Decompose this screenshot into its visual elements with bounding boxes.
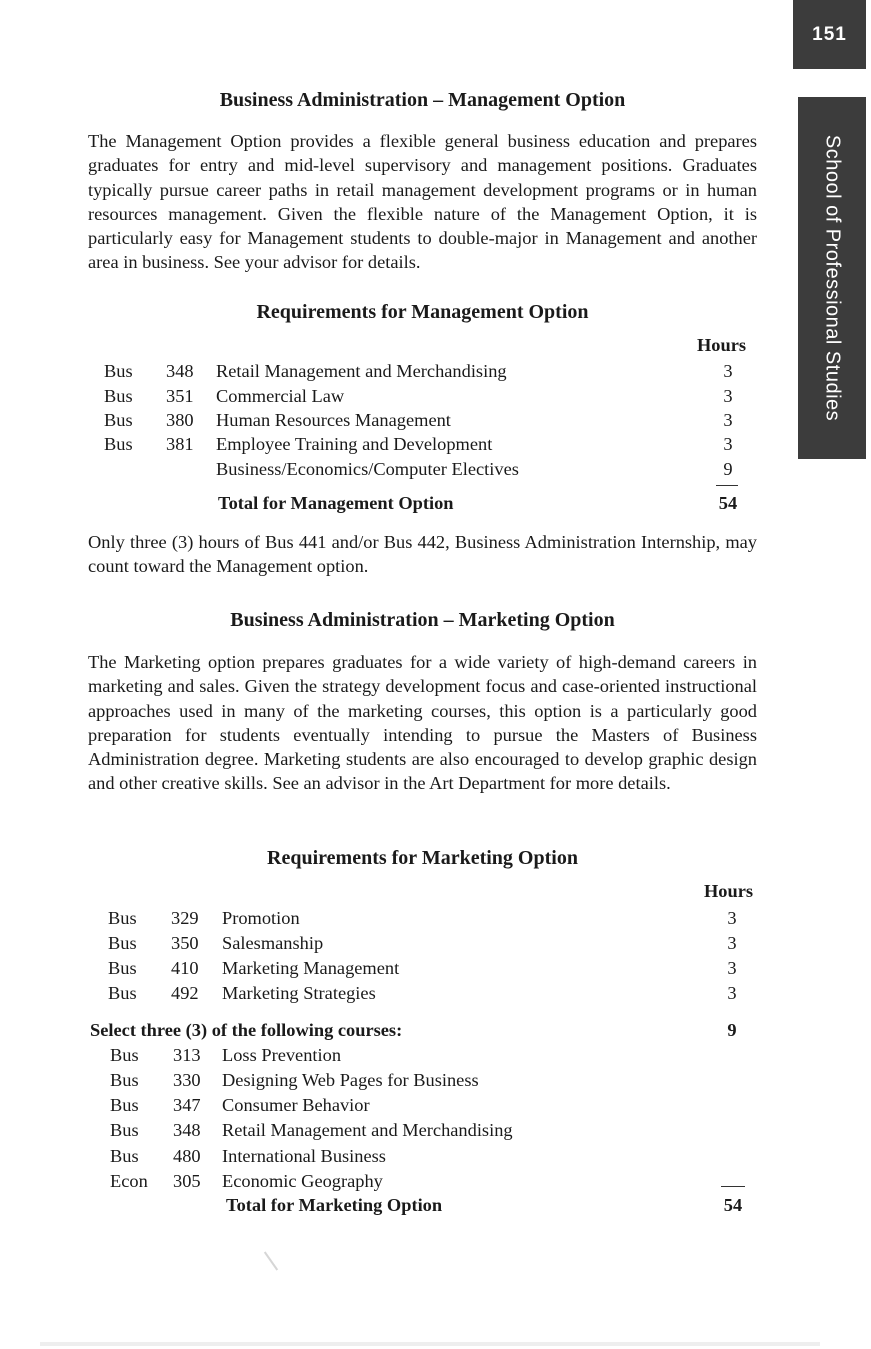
course-hours: 3 xyxy=(727,933,737,953)
table-row xyxy=(0,981,871,1006)
table-row xyxy=(0,931,871,956)
course-title: Retail Management and Merchandising xyxy=(222,1120,513,1140)
table-row xyxy=(0,384,871,409)
course-hours: 3 xyxy=(727,983,737,1003)
management-hours-header: Hours xyxy=(697,335,747,355)
course-dept: Bus xyxy=(110,1070,139,1090)
course-dept: Bus xyxy=(108,933,137,953)
page-number: 151 xyxy=(812,23,847,45)
course-hours: 3 xyxy=(723,434,733,454)
page-number-tab xyxy=(793,0,866,69)
table-row xyxy=(0,359,871,384)
course-number: 492 xyxy=(171,983,199,1003)
list-item xyxy=(0,1118,871,1143)
total-label: Total for Management Option xyxy=(218,493,454,513)
course-title: Business/Economics/Computer Electives xyxy=(216,459,519,479)
total-hours: 54 xyxy=(723,1195,743,1215)
course-number: 410 xyxy=(171,958,199,978)
course-dept: Bus xyxy=(110,1095,139,1115)
course-title: Consumer Behavior xyxy=(222,1095,370,1115)
total-label: Total for Marketing Option xyxy=(226,1195,443,1215)
select-courses-row xyxy=(0,1018,871,1043)
course-title: Salesmanship xyxy=(222,933,324,953)
scan-smudge xyxy=(264,1251,278,1270)
course-dept: Bus xyxy=(104,434,133,454)
course-number: 351 xyxy=(166,386,194,406)
course-title: Employee Training and Development xyxy=(216,434,493,454)
course-number: 380 xyxy=(166,410,194,430)
course-hours: 3 xyxy=(723,410,733,430)
course-dept: Bus xyxy=(104,361,133,381)
course-dept: Bus xyxy=(110,1146,139,1166)
list-item xyxy=(0,1043,871,1068)
course-number: 381 xyxy=(166,434,194,454)
list-item xyxy=(0,1068,871,1093)
course-number: 305 xyxy=(173,1171,201,1191)
course-dept: Bus xyxy=(104,410,133,430)
select-hours: 9 xyxy=(727,1020,737,1040)
scan-edge xyxy=(40,1342,820,1346)
course-number: 330 xyxy=(173,1070,201,1090)
course-number: 350 xyxy=(171,933,199,953)
total-hours: 54 xyxy=(718,493,738,513)
management-requirements-heading: Requirements for Management Option xyxy=(256,301,589,323)
course-number: 480 xyxy=(173,1146,201,1166)
course-title: Marketing Strategies xyxy=(222,983,376,1003)
course-title: Marketing Management xyxy=(222,958,400,978)
total-rule xyxy=(721,1186,745,1187)
table-row xyxy=(0,956,871,981)
list-item xyxy=(0,1169,871,1194)
course-number: 348 xyxy=(173,1120,201,1140)
marketing-total-row xyxy=(0,1193,871,1218)
table-row xyxy=(0,408,871,433)
course-hours: 3 xyxy=(727,958,737,978)
management-paragraph: The Management Option provides a flexible general business education and prepares graduates for entry and mid-level supervisory and management positions. Graduates typically pursue career paths in retail management development programs or in human resources management. Given the flexible nature of the Management Option, it is particularly easy for Management students to double-major in Management and another area in business. See your advisor for details. xyxy=(88,131,757,273)
section-tab-label: School of Professional Studies xyxy=(821,134,844,422)
management-note: Only three (3) hours of Bus 441 and/or Bus 442, Business Administration Internship, may count toward the Management option. xyxy=(88,532,757,577)
table-row xyxy=(0,457,871,482)
course-number: 348 xyxy=(166,361,194,381)
total-rule xyxy=(716,485,738,486)
table-row xyxy=(0,432,871,457)
marketing-hours-header: Hours xyxy=(704,881,754,901)
course-title: Promotion xyxy=(222,908,300,928)
list-item xyxy=(0,1093,871,1118)
marketing-heading: Business Administration – Marketing Option xyxy=(230,609,615,631)
course-title: Commercial Law xyxy=(216,386,345,406)
course-hours: 3 xyxy=(723,361,733,381)
course-title: Designing Web Pages for Business xyxy=(222,1070,479,1090)
course-dept: Bus xyxy=(104,386,133,406)
course-number: 329 xyxy=(171,908,199,928)
course-hours: 3 xyxy=(727,908,737,928)
course-number: 313 xyxy=(173,1045,201,1065)
course-dept: Econ xyxy=(110,1171,148,1191)
course-hours: 9 xyxy=(723,459,733,479)
marketing-paragraph: The Marketing option prepares graduates for a wide variety of high-demand careers in marketing and sales. Given the strategy development focus and case-oriented instructional approaches used in many of the marketing courses, this option is a particularly good preparation for students eventually intending to pursue the Masters of Business Administration degree. Marketing students are also encouraged to develop graphic design and other creative skills. See an advisor in the Art Department for more details. xyxy=(88,652,757,794)
course-title: Human Resources Management xyxy=(216,410,451,430)
select-label: Select three (3) of the following courses: xyxy=(90,1020,403,1040)
course-title: Loss Prevention xyxy=(222,1045,342,1065)
course-dept: Bus xyxy=(110,1045,139,1065)
management-heading: Business Administration – Management Option xyxy=(219,89,626,111)
course-dept: Bus xyxy=(108,983,137,1003)
course-dept: Bus xyxy=(108,958,137,978)
marketing-requirements-heading: Requirements for Marketing Option xyxy=(267,847,578,869)
course-dept: Bus xyxy=(108,908,137,928)
course-dept: Bus xyxy=(110,1120,139,1140)
course-title: Economic Geography xyxy=(222,1171,383,1191)
management-total-row xyxy=(0,491,871,516)
course-title: International Business xyxy=(222,1146,386,1166)
course-title: Retail Management and Merchandising xyxy=(216,361,507,381)
list-item xyxy=(0,1144,871,1169)
course-hours: 3 xyxy=(723,386,733,406)
course-number: 347 xyxy=(173,1095,201,1115)
table-row xyxy=(0,906,871,931)
